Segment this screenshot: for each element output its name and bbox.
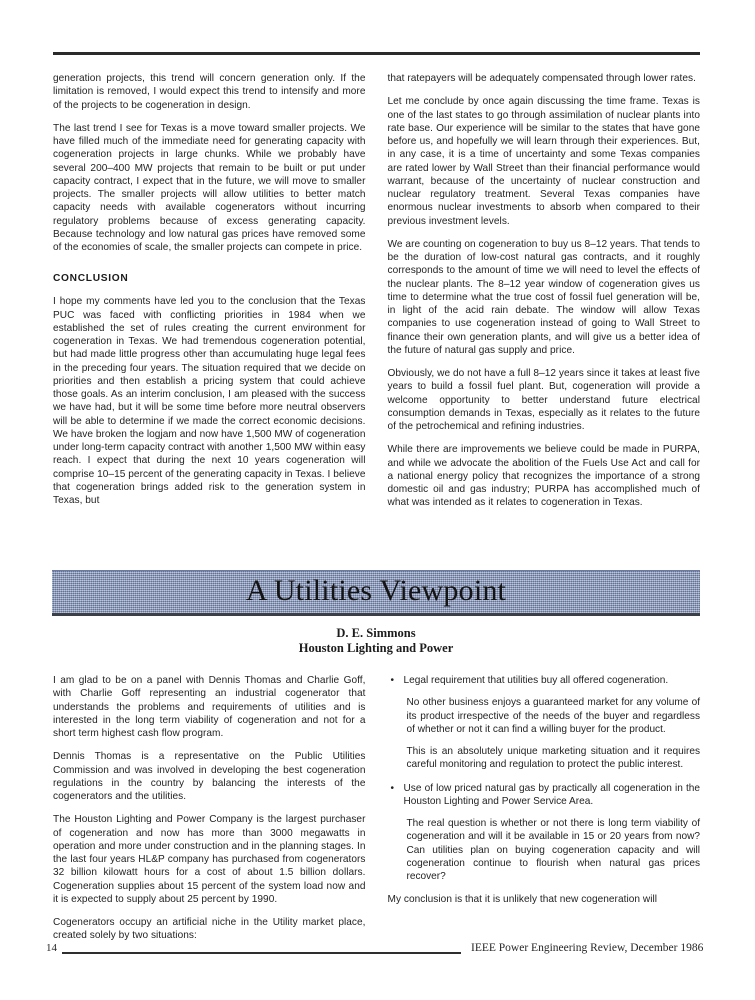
bullet-text: Legal requirement that utilities buy all offered cogeneration. bbox=[403, 675, 669, 686]
paragraph: The last trend I see for Texas is a move toward smaller projects. We have filled much of the immediate need for generating capacity with cogeneration projects in large chunks. While we probably have several 200–400 MW projects that remain to be built or put under capacity contract, I expect that in the future, we will move to smaller projects. The smaller projects will allow utilities to better match capacity needs with available cogenerators without incurring regulatory problems because of excess generating capacity. Because technology and low natural gas prices have removed some of the economies of scale, the smaller projects can compete in price. bbox=[53, 122, 366, 253]
top-horizontal-rule bbox=[53, 52, 700, 55]
bullet-row bbox=[388, 782, 701, 809]
author-organization: Houston Lighting and Power bbox=[298, 641, 454, 655]
paragraph: No other business enjoys a guaranteed market for any volume of its product irrespective of the needs of the buyer and regardless of whether or not it can find a willing buyer for the product. bbox=[406, 697, 700, 735]
paragraph: The Houston Lighting and Power Company is the largest purchaser of cogeneration and now has more than 3000 megawatts in operation and more under construction and in the planning stages. In the last four years HL&P company has purchased from cogenerators 32 billion kilowatt hours for a cost of about 1.5 billion dollars. Cogeneration supplies about 15 percent of the system load now and it is expected to supply about 25 percent by 1990. bbox=[53, 814, 366, 905]
list-item bbox=[388, 782, 701, 884]
paragraph: We are counting on cogeneration to buy us 8–12 years. That tends to be the duration of low-cost natural gas contracts, and it roughly corresponds to the amount of time we will need to level the effects of the nuclear plants. The 8–12 year window of cogeneration gives us time to determine what the true cost of fossil fuel generation will be, in light of the acid rain debate. The window will allow Texas companies to use cogeneration instead of going to Wall Street to finance their own generation plants, and will give us a better idea of the future of natural gas supply and price. bbox=[387, 238, 700, 356]
journal-reference: IEEE Power Engineering Review, December 1986 bbox=[471, 942, 704, 954]
page-footer bbox=[46, 942, 706, 955]
footer-rule bbox=[62, 952, 461, 954]
paragraph: I hope my comments have led you to the conclusion that the Texas PUC was faced with conflicting priorities in 1984 when we established the set of rules creating the current environment for cogeneration in Texas. We had tremendous cogeneration potential, but had made little progress other than accumulating huge legal fees in the preceding four years. The situation required that we decide on priorities and then establish a pricing system that could achieve those goals. As an interim conclusion, I am pleased with the success we have had, but it will be some time before more neutral observers will be able to determine if we made the correct economic decisions. We have broken the logjam and now have 1,500 MW of cogeneration under long-term capacity contract with another 1,500 MW within easy reach. I expect that during the next 10 years cogeneration will comprise 10–15 percent of the generating capacity in Texas. I believe that cogeneration brings added risk to the generation system in Texas, but bbox=[53, 296, 366, 506]
lower-left-column bbox=[53, 674, 366, 943]
upper-left-column bbox=[53, 72, 366, 510]
bullet-row bbox=[388, 674, 701, 687]
paragraph: My conclusion is that it is unlikely that new cogeneration will bbox=[387, 894, 658, 906]
list-item bbox=[388, 674, 701, 772]
lower-article-columns bbox=[53, 674, 700, 943]
bullet-text: Use of low priced natural gas by practically all cogeneration in the Houston Lighting and Power Service Area. bbox=[403, 782, 700, 807]
paragraph: Cogenerators occupy an artificial niche in the Utility market place, created solely by two situations: bbox=[53, 917, 366, 942]
paragraph: This is an absolutely unique marketing situation and it requires careful monitoring and regulation to protect the public interest. bbox=[406, 746, 700, 771]
paragraph: that ratepayers will be adequately compensated through lower rates. bbox=[387, 73, 696, 84]
paragraph: Dennis Thomas is a representative on the Public Utilities Commission and was involved in developing the best cogeneration regulations in the country by balancing the interests of the cogenerators and the utilities. bbox=[53, 751, 366, 802]
page-number: 14 bbox=[46, 942, 57, 954]
author-name: D. E. Simmons bbox=[336, 626, 416, 640]
paragraph: generation projects, this trend will concern generation only. If the limitation is removed, I would expect this trend to intensify and more of the projects to be cogeneration in design. bbox=[53, 73, 366, 111]
section-heading-conclusion: CONCLUSION bbox=[53, 273, 129, 285]
paragraph: The real question is whether or not there is long term viability of cogeneration and will it be available in 15 or 20 years from now? Can utilities plan on buying cogeneration capacity and will cogeneration continue to flourish when natural gas prices recover? bbox=[406, 818, 700, 882]
paragraph: While there are improvements we believe could be made in PURPA, and while we advocate the abolition of the Fuels Use Act and call for a national energy policy that recognizes the importance of a strong domestic oil and gas industry; PURPA has accomplished much of what was intended as it relates to cogeneration in Texas. bbox=[387, 444, 700, 509]
paragraph: I am glad to be on a panel with Dennis Thomas and Charlie Goff, with Charlie Goff representing an industrial cogenerator that understands the problems and requirements of utilities and is interested in the long term viability of cogeneration and not for a short term highest cash flow program. bbox=[53, 675, 366, 739]
paragraph: Let me conclude by once again discussing the time frame. Texas is one of the last states to go through assimilation of nuclear plants into rate base. Our experience will be similar to the states that have gone before us, and hopefully we will learn through their experiences. But, in any case, it is a time of uncertainty and some Texas companies are rated lower by Wall Street than their financial performance would warrant, because of the uncertainty of nuclear construction and nuclear regulatory treatment. Several Texas companies have enormous nuclear investments to absorb when compared to their previous investment levels. bbox=[387, 96, 700, 227]
lower-right-column bbox=[388, 674, 701, 943]
paragraph: Obviously, we do not have a full 8–12 years since it takes at least five years to build a fossil fuel plant. But, cogeneration will provide a welcome opportunity to better understand future electrical consumption demands in Texas, especially as it relates to the future of the petrochemical and refining industries. bbox=[387, 368, 700, 432]
upper-right-column bbox=[388, 72, 701, 510]
bullet-list bbox=[388, 674, 701, 883]
upper-article-columns bbox=[53, 72, 700, 510]
bullet-dot-icon: • bbox=[390, 675, 395, 686]
article-title-banner bbox=[52, 570, 700, 616]
bullet-dot-icon: • bbox=[390, 782, 395, 794]
article-title: A Utilities Viewpoint bbox=[245, 574, 507, 607]
author-block bbox=[52, 626, 700, 656]
